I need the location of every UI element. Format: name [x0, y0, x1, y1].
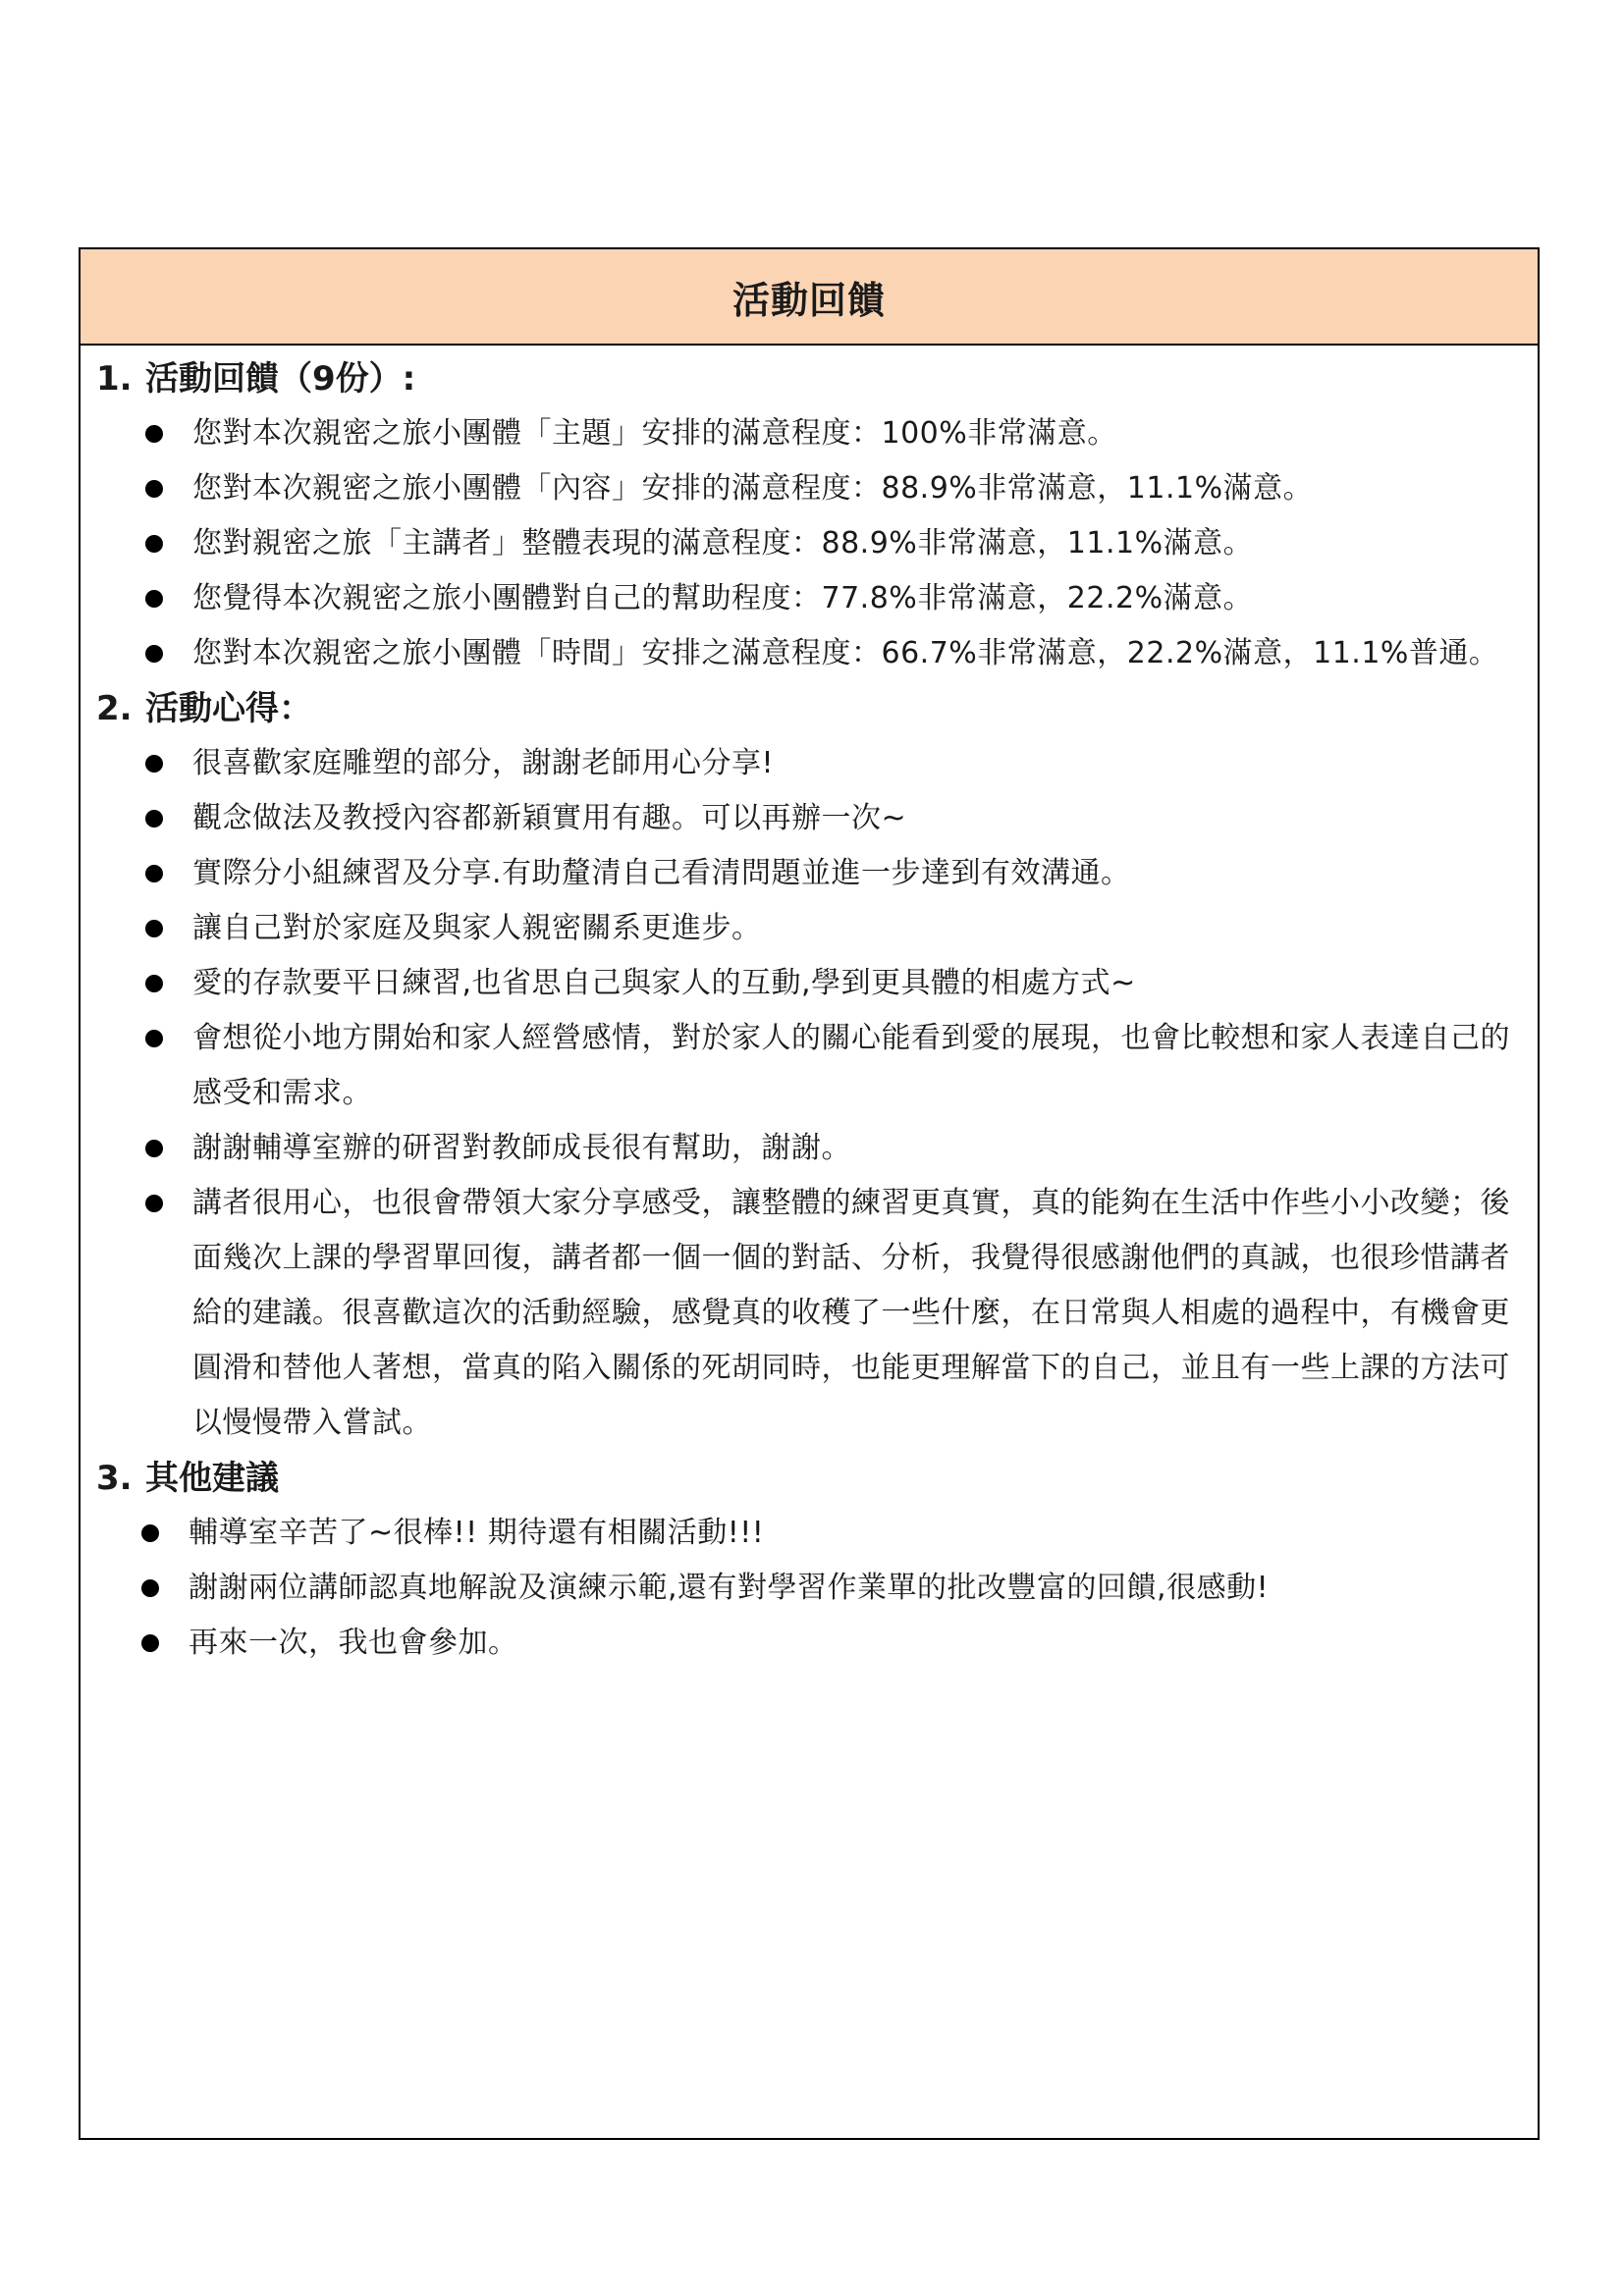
bullet-icon: [145, 975, 163, 992]
bullet-icon: [141, 1579, 159, 1597]
list-item: 您對本次親密之旅小團體「主題」安排的滿意程度：100%非常滿意。: [96, 406, 1522, 461]
feedback-list: [96, 406, 1522, 681]
table-header: [81, 249, 1538, 346]
list-item: 您對本次親密之旅小團體「時間」安排之滿意程度：66.7%非常滿意，22.2%滿意，11.1%普通。: [96, 626, 1522, 681]
bullet-icon: [145, 1140, 163, 1157]
feedback-table: [79, 247, 1540, 2140]
bullet-icon: [145, 645, 163, 663]
list-item: 謝謝兩位講師認真地解說及演練示範,還有對學習作業單的批改豐富的回饋,很感動!: [96, 1561, 1522, 1616]
list-item: 您對親密之旅「主講者」整體表現的滿意程度：88.9%非常滿意，11.1%滿意。: [96, 516, 1522, 571]
list-item: 會想從小地方開始和家人經營感情，對於家人的關心能看到愛的展現，也會比較想和家人表達自己的感受和需求。: [96, 1011, 1522, 1121]
bullet-icon: [145, 810, 163, 828]
bullet-icon: [145, 1195, 163, 1212]
list-item: 愛的存款要平日練習,也省思自己與家人的互動,學到更具體的相處方式~: [96, 956, 1522, 1011]
list-item: 您覺得本次親密之旅小團體對自己的幫助程度：77.8%非常滿意，22.2%滿意。: [96, 571, 1522, 626]
bullet-icon: [145, 535, 163, 553]
list-item: 輔導室辛苦了~很棒!! 期待還有相關活動!!!: [96, 1506, 1522, 1561]
section-number: 2.: [96, 689, 133, 728]
section-title: 活動回饋（9份）:: [145, 359, 416, 399]
bullet-icon: [145, 920, 163, 937]
bullet-icon: [145, 865, 163, 882]
bullet-icon: [141, 1634, 159, 1652]
section-title: 其他建議: [145, 1459, 279, 1498]
list-item: 實際分小組練習及分享.有助釐清自己看清問題並進一步達到有效溝通。: [96, 846, 1522, 901]
page-title: 活動回饋: [731, 278, 886, 322]
bullet-icon: [145, 1030, 163, 1047]
list-item: 謝謝輔導室辦的研習對教師成長很有幫助，謝謝。: [96, 1121, 1522, 1176]
section-heading-suggestions: [96, 1451, 1522, 1506]
bullet-icon: [145, 425, 163, 443]
list-item: 觀念做法及教授內容都新穎實用有趣。可以再辦一次~: [96, 791, 1522, 846]
section-number: 1.: [96, 359, 133, 399]
section-number: 3.: [96, 1459, 133, 1498]
suggestions-list: [96, 1506, 1522, 1671]
bullet-icon: [145, 755, 163, 773]
bullet-icon: [141, 1524, 159, 1542]
list-item: 您對本次親密之旅小團體「內容」安排的滿意程度：88.9%非常滿意，11.1%滿意。: [96, 461, 1522, 516]
table-body: [81, 346, 1538, 1671]
bullet-icon: [145, 480, 163, 498]
reflections-list: [96, 736, 1522, 1451]
list-item: 很喜歡家庭雕塑的部分，謝謝老師用心分享!: [96, 736, 1522, 791]
list-item: 再來一次，我也會參加。: [96, 1616, 1522, 1671]
section-heading-feedback: [96, 351, 1522, 406]
section-title: 活動心得：: [145, 689, 312, 728]
bullet-icon: [145, 590, 163, 608]
list-item: 講者很用心，也很會帶領大家分享感受，讓整體的練習更真實，真的能夠在生活中作些小小改變；後面幾次上課的學習單回復，講者都一個一個的對話、分析，我覺得很感謝他們的真誠，也很珍惜講者給的建議。很喜歡這次的活動經驗，感覺真的收穫了一些什麼，在日常與人相處的過程中，有機會更圓滑和替他人著想，當真的陷入關係的死胡同時，也能更理解當下的自己，並且有一些上課的方法可以慢慢帶入嘗試。: [96, 1176, 1522, 1451]
list-item: 讓自己對於家庭及與家人親密關系更進步。: [96, 901, 1522, 956]
section-heading-reflections: [96, 681, 1522, 736]
